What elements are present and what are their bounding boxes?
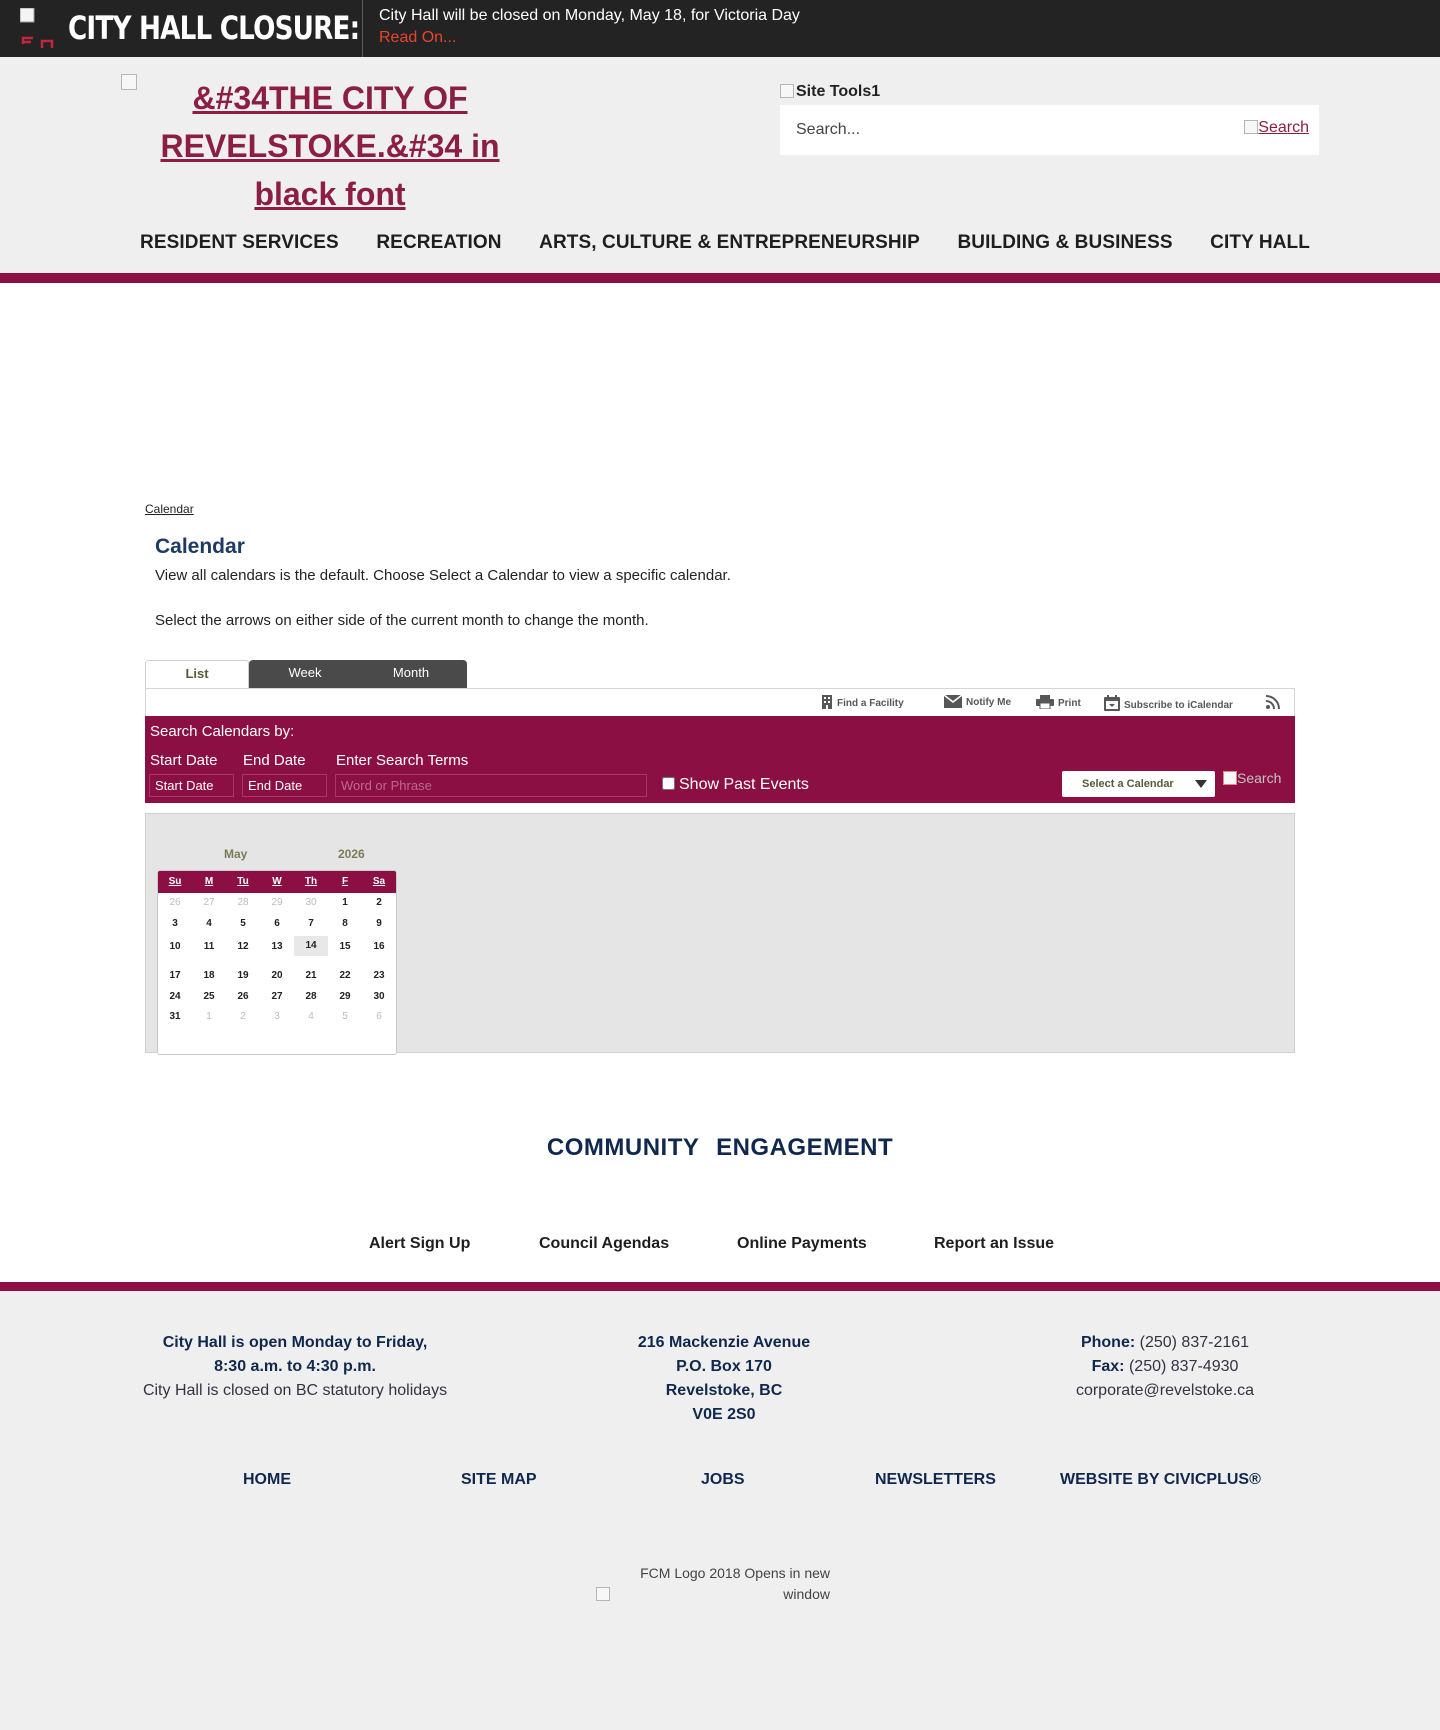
subscribe-label: Subscribe to iCalendar	[1124, 700, 1233, 711]
header-divider	[0, 273, 1440, 283]
calendar-day[interactable]: 30	[373, 991, 385, 1002]
fax-label: Fax:	[1091, 1358, 1125, 1375]
weekday-header: Tu	[237, 876, 249, 887]
hours-line-3: City Hall is closed on BC statutory holidays	[142, 1382, 448, 1399]
calendar-day[interactable]: 6	[376, 1011, 382, 1022]
alert-read-on-link[interactable]: Read On...	[379, 29, 457, 46]
calendar-day[interactable]: 29	[339, 991, 351, 1002]
calendar-day[interactable]: 1	[206, 1011, 212, 1022]
site-search-box	[780, 105, 1319, 155]
calendar-day[interactable]: 26	[169, 897, 181, 908]
intro-text-2: Select the arrows on either side of the current month to change the month.	[155, 612, 649, 629]
footer-contact	[1015, 1331, 1315, 1403]
calendar-day[interactable]: 24	[169, 991, 181, 1002]
calendar-day[interactable]: 21	[305, 970, 317, 981]
site-search-button[interactable]	[1244, 119, 1309, 137]
calendar-toolbar	[145, 688, 1295, 716]
weekday-header: Sa	[372, 876, 386, 887]
calendar-day[interactable]: 19	[237, 970, 249, 981]
mini-calendar	[157, 870, 397, 1055]
calendar-day[interactable]: 23	[373, 970, 385, 981]
nav-resident-services[interactable]: RESIDENT SERVICES	[140, 232, 339, 253]
tab-list[interactable]: List	[145, 660, 249, 688]
calendar-day[interactable]: 5	[342, 1011, 348, 1022]
calendar-day[interactable]: 4	[206, 918, 212, 929]
find-facility-label: Find a Facility	[837, 698, 904, 709]
calendar-search-panel	[145, 716, 1295, 803]
main-nav	[140, 232, 1310, 254]
page-title: Calendar	[155, 535, 245, 558]
end-date-input[interactable]	[242, 774, 327, 797]
footer-divider	[0, 1282, 1440, 1291]
weekday-header: W	[272, 876, 282, 887]
print-label: Print	[1058, 698, 1081, 709]
nav-city-hall[interactable]: CITY HALL	[1210, 232, 1310, 253]
fcm-logo-link[interactable]	[596, 1563, 846, 1605]
alert-divider	[362, 0, 363, 57]
calendar-day[interactable]: 13	[271, 941, 283, 952]
chevron-down-icon	[1195, 780, 1207, 788]
fcm-logo-alt: FCM Logo 2018 Opens in new window	[640, 1565, 830, 1602]
fax-number: (250) 837-4930	[1128, 1358, 1239, 1375]
calendar-day[interactable]: 5	[240, 918, 246, 929]
phone-label: Phone:	[1080, 1334, 1136, 1351]
find-facility-button[interactable]	[821, 695, 904, 709]
calendar-day[interactable]: 17	[169, 970, 181, 981]
calendar-search-button-label: Search	[1237, 770, 1282, 786]
site-logo-link[interactable]: &#34THE CITY OF REVELSTOKE.&#34 in black font	[160, 80, 500, 212]
tab-week[interactable]: Week	[288, 665, 322, 680]
calendar-day[interactable]: 27	[203, 897, 215, 908]
email-link[interactable]: corporate@revelstoke.ca	[1075, 1382, 1255, 1399]
tab-month[interactable]: Month	[392, 665, 430, 680]
calendar-day[interactable]: 31	[169, 1011, 181, 1022]
calendar-day[interactable]: 29	[271, 897, 283, 908]
mini-calendar-weekday-header	[158, 871, 397, 893]
site-tools-broken-image-icon	[780, 84, 794, 98]
rss-icon	[1266, 695, 1280, 709]
calendar-day[interactable]: 4	[308, 1011, 314, 1022]
footer-nav-site-map[interactable]: SITE MAP	[461, 1471, 537, 1488]
calendar-day[interactable]: 3	[172, 918, 178, 929]
notify-me-label: Notify Me	[966, 697, 1011, 708]
weekday-header: Th	[304, 876, 318, 887]
show-past-events-label: Show Past Events	[679, 776, 809, 793]
calendar-day[interactable]: 9	[376, 918, 382, 929]
breadcrumb-calendar[interactable]: Calendar	[145, 502, 194, 516]
community-engagement-title: COMMUNITY ENGAGEMENT	[546, 1134, 894, 1161]
calendar-day[interactable]: 8	[342, 918, 348, 929]
alert-message: City Hall will be closed on Monday, May 18, for Victoria Day	[379, 7, 800, 24]
alert-heading: CITY HALL CLOSURE:	[68, 9, 360, 47]
footer-nav-home[interactable]: HOME	[243, 1471, 291, 1488]
hours-line-1: City Hall is open Monday to Friday,	[162, 1334, 428, 1351]
start-date-label: Start Date	[150, 752, 218, 769]
nav-recreation[interactable]: RECREATION	[376, 232, 502, 253]
search-terms-label: Enter Search Terms	[336, 752, 469, 769]
address-line-1: 216 Mackenzie Avenue	[637, 1334, 811, 1351]
site-tools[interactable]	[780, 83, 880, 101]
calendar-day[interactable]: 25	[203, 991, 215, 1002]
calendar-day[interactable]: 10	[169, 941, 181, 952]
calendar-day[interactable]: 26	[237, 991, 249, 1002]
search-panel-title: Search Calendars by:	[150, 723, 295, 740]
calendar-day[interactable]: 2	[240, 1011, 246, 1022]
weekday-header: M	[204, 876, 214, 887]
search-broken-image-icon	[1244, 120, 1258, 134]
show-past-events-checkbox[interactable]	[662, 777, 675, 790]
nav-arts-culture[interactable]: ARTS, CULTURE & ENTREPRENEURSHIP	[539, 232, 920, 253]
calendar-day[interactable]: 16	[373, 941, 385, 952]
weekday-header: F	[341, 876, 349, 887]
address-line-4: V0E 2S0	[692, 1406, 756, 1423]
calendar-day[interactable]: 28	[305, 991, 317, 1002]
site-search-input[interactable]	[796, 116, 1216, 144]
calendar-day[interactable]: 2	[376, 897, 382, 908]
search-terms-input[interactable]	[335, 774, 647, 797]
calendar-day[interactable]: 28	[237, 897, 249, 908]
calendar-panel	[145, 813, 1295, 1053]
quick-link-online-payments[interactable]: Online Payments	[737, 1235, 867, 1252]
calendar-download-icon	[1104, 695, 1120, 711]
calendar-day[interactable]: 12	[237, 941, 249, 952]
calendar-day[interactable]: 22	[339, 970, 351, 981]
site-search-button-label: Search	[1258, 119, 1309, 136]
address-line-3: Revelstoke, BC	[665, 1382, 783, 1399]
phone-number[interactable]: (250) 837-2161	[1139, 1334, 1250, 1351]
alert-bar	[0, 0, 1440, 57]
calendar-day[interactable]: 11	[203, 941, 215, 952]
hours-line-2: 8:30 a.m. to 4:30 p.m.	[214, 1358, 376, 1375]
weekday-header: Su	[168, 876, 182, 887]
quick-link-council-agendas[interactable]: Council Agendas	[539, 1235, 670, 1252]
intro-text-1: View all calendars is the default. Choose Select a Calendar to view a specific calendar.	[155, 567, 731, 584]
quick-link-alert-sign-up[interactable]: Alert Sign Up	[369, 1235, 471, 1252]
footer-nav-civicplus[interactable]: WEBSITE BY CIVICPLUS®	[1060, 1471, 1261, 1488]
footer-hours	[95, 1331, 495, 1403]
nav-building-business[interactable]: BUILDING & BUSINESS	[957, 232, 1173, 253]
calendar-day-today[interactable]: 14	[294, 936, 328, 956]
address-line-2: P.O. Box 170	[676, 1358, 772, 1375]
footer-nav-jobs[interactable]: JOBS	[701, 1471, 745, 1488]
calendar-day[interactable]: 30	[305, 897, 317, 908]
print-button[interactable]	[1036, 695, 1081, 709]
rss-button[interactable]	[1266, 695, 1284, 709]
broken-image-icon	[20, 8, 62, 48]
calendar-day[interactable]: 1	[342, 897, 348, 908]
envelope-icon	[944, 695, 962, 708]
logo-broken-image-icon	[121, 74, 137, 90]
footer-nav-newsletters[interactable]: NEWSLETTERS	[875, 1471, 996, 1488]
building-icon	[821, 695, 833, 709]
fcm-broken-image-icon	[596, 1587, 610, 1601]
quick-link-report-an-issue[interactable]: Report an Issue	[934, 1235, 1055, 1252]
calendar-day[interactable]: 27	[271, 991, 283, 1002]
show-past-events[interactable]	[662, 776, 809, 794]
calendar-search-broken-image-icon	[1223, 771, 1237, 785]
calendar-search-button[interactable]	[1223, 770, 1281, 786]
site-footer	[0, 1291, 1440, 1730]
mini-calendar-month[interactable]: May	[224, 847, 248, 861]
start-date-input[interactable]	[149, 774, 234, 797]
printer-icon	[1036, 695, 1054, 709]
calendar-day[interactable]: 6	[274, 918, 280, 929]
end-date-label: End Date	[243, 752, 306, 769]
calendar-day[interactable]: 18	[203, 970, 215, 981]
subscribe-icalendar-button[interactable]	[1104, 695, 1233, 711]
notify-me-button[interactable]	[944, 695, 1011, 708]
footer-address	[574, 1331, 874, 1427]
calendar-day[interactable]: 3	[274, 1011, 280, 1022]
calendar-day[interactable]: 7	[308, 918, 314, 929]
calendar-day[interactable]: 20	[271, 970, 283, 981]
mini-calendar-year[interactable]: 2026	[338, 847, 365, 861]
select-calendar-label: Select a Calendar	[1082, 778, 1174, 790]
site-tools-label: Site Tools1	[796, 83, 881, 100]
select-calendar-dropdown[interactable]	[1062, 771, 1215, 797]
calendar-day[interactable]: 15	[339, 941, 351, 952]
